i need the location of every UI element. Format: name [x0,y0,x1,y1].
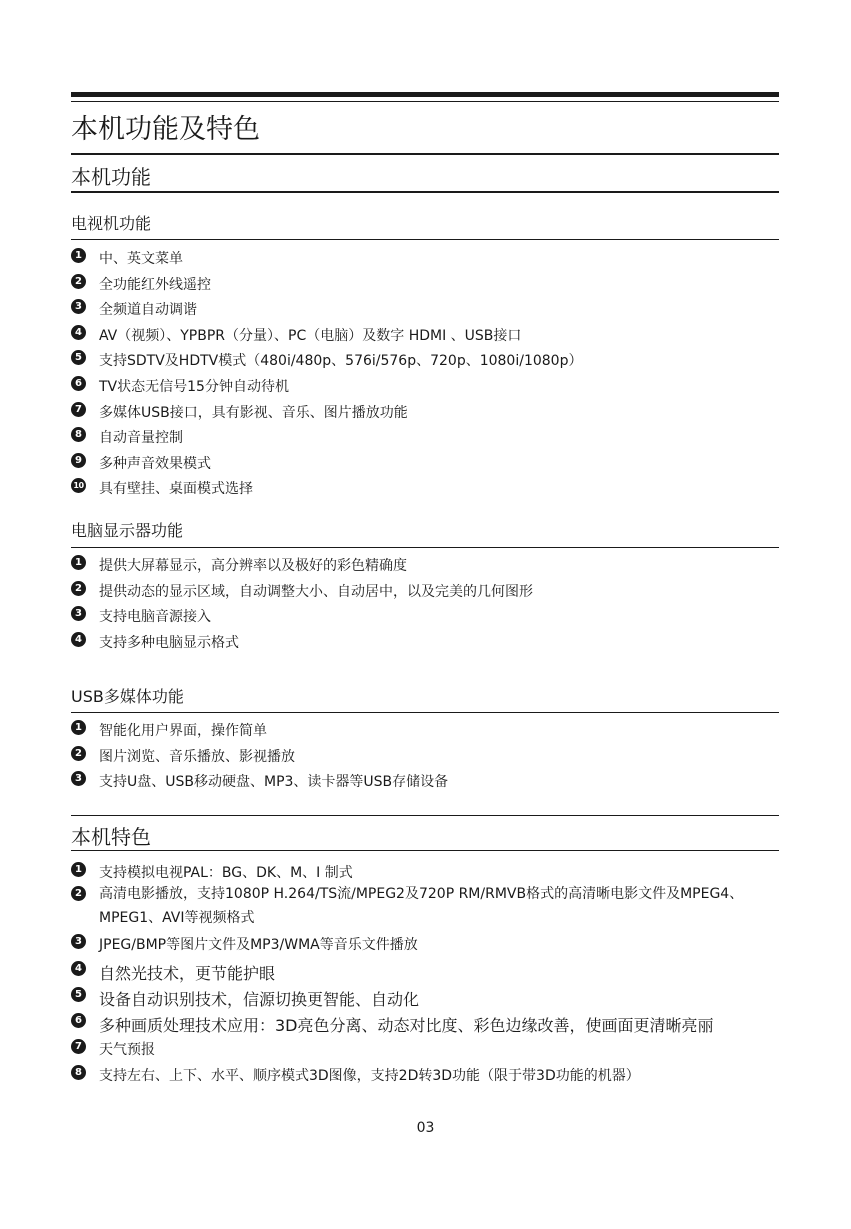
page-title: 本机功能及特色 [71,114,260,145]
item-text: TV状态无信号15分钟自动待机 [99,378,289,395]
list-item [71,1013,779,1039]
list-item [71,453,779,479]
section-heading-features: 本机特色 [71,825,151,849]
list-item [71,427,779,453]
item-text: 支持U盘、USB移动硬盘、MP3、读卡器等USB存储设备 [99,774,449,791]
list-item [71,632,779,658]
list-item [71,1065,779,1091]
list-item [71,581,779,607]
subsection-heading-usb: USB多媒体功能 [71,687,184,706]
item-text: 提供大屏幕显示，高分辨率以及极好的彩色精确度 [99,558,407,574]
item-text: 高清电影播放，支持1080P H.264/TS流/MPEG2及720P RM/RMVB格式的高清晰电影文件及MPEG4、MPEG1、AVI等视频格式 [99,886,744,926]
top-rule-thin [71,101,779,102]
item-text: 中、英文菜单 [99,251,183,267]
item-number: 2 [71,886,86,901]
list-item [71,771,779,797]
subsection-rule-pc [71,547,779,548]
item-number: 8 [71,427,86,442]
item-text: 支持SDTV及HDTV模式（480i/480p、576i/576p、720p、1080i/1080p） [99,353,583,370]
subsection-heading-pc: 电脑显示器功能 [71,521,184,540]
item-text: 自然光技术，更节能护眼 [99,964,276,983]
list-item [71,882,779,930]
top-rule-thick [71,92,779,97]
subsection-rule-usb [71,712,779,713]
item-text: 多种画质处理技术应用：3D亮色分离、动态对比度、彩色边缘改善，使画面更清晰亮丽 [99,1016,714,1035]
item-number: 5 [71,350,86,365]
item-text: 设备自动识别技术，信源切换更智能、自动化 [99,990,420,1009]
item-text: 全频道自动调谐 [99,302,197,319]
section-heading-function: 本机功能 [71,165,151,189]
item-text: AV（视频）、YPBPR（分量）、PC（电脑）及数字 HDMI 、USB接口 [99,327,522,344]
item-text: 具有壁挂、桌面模式选择 [99,481,253,498]
list-item [71,248,779,274]
title-rule [71,153,779,155]
item-number: 7 [71,402,86,417]
item-number: 1 [71,862,86,877]
list-item [71,478,779,504]
item-number: 1 [71,555,86,570]
item-number: 3 [71,934,86,949]
tv-function-list [71,248,779,504]
list-item [71,1039,779,1065]
subsection-rule-tv [71,239,779,240]
item-number: 1 [71,248,86,263]
section-rule-features [71,850,779,851]
list-item [71,325,779,351]
list-item [71,606,779,632]
list-item [71,376,779,402]
item-text: 自动音量控制 [99,430,183,447]
page-number: 03 [416,1120,435,1136]
item-number: 6 [71,376,86,391]
section-rule-function [71,191,779,193]
list-item [71,746,779,772]
item-number: 6 [71,1013,86,1028]
item-number: 10 [71,478,86,493]
item-text: 全功能红外线遥控 [99,276,211,293]
item-number: 4 [71,325,86,340]
list-item [71,961,779,987]
item-number: 3 [71,771,86,786]
item-text: 支持多种电脑显示格式 [99,634,239,651]
item-number: 2 [71,274,86,289]
item-text: 提供动态的显示区域，自动调整大小、自动居中，以及完美的几何图形 [99,583,533,600]
item-text: 多媒体USB接口，具有影视、音乐、图片播放功能 [99,404,408,421]
pc-function-list [71,555,779,657]
list-item [71,274,779,300]
item-text: 支持左右、上下、水平、顺序模式3D图像，支持2D转3D功能（限于带3D功能的机器） [99,1068,640,1084]
list-item [71,720,779,746]
item-number: 9 [71,453,86,468]
item-text: 天气预报 [99,1042,155,1058]
item-text: 智能化用户界面，操作简单 [99,723,267,739]
section-top-rule-features [71,815,779,816]
list-item [71,987,779,1013]
item-number: 8 [71,1065,86,1080]
list-item [71,299,779,325]
item-number: 1 [71,720,86,735]
item-text: 图片浏览、音乐播放、影视播放 [99,748,295,765]
item-number: 3 [71,299,86,314]
features-list [71,862,779,1091]
item-text: JPEG/BMP等图片文件及MP3/WMA等音乐文件播放 [99,937,418,953]
item-number: 2 [71,746,86,761]
item-number: 7 [71,1039,86,1054]
item-number: 4 [71,632,86,647]
item-text: 多种声音效果模式 [99,455,211,472]
subsection-heading-tv: 电视机功能 [71,214,152,233]
list-item [71,934,779,961]
item-text: 支持电脑音源接入 [99,609,211,626]
list-item [71,555,779,581]
list-item [71,402,779,428]
item-number: 4 [71,961,86,976]
usb-function-list [71,720,779,797]
item-number: 3 [71,606,86,621]
item-text: 支持模拟电视PAL：BG、DK、M、I 制式 [99,865,353,881]
item-number: 2 [71,581,86,596]
item-number: 5 [71,987,86,1002]
list-item [71,350,779,376]
